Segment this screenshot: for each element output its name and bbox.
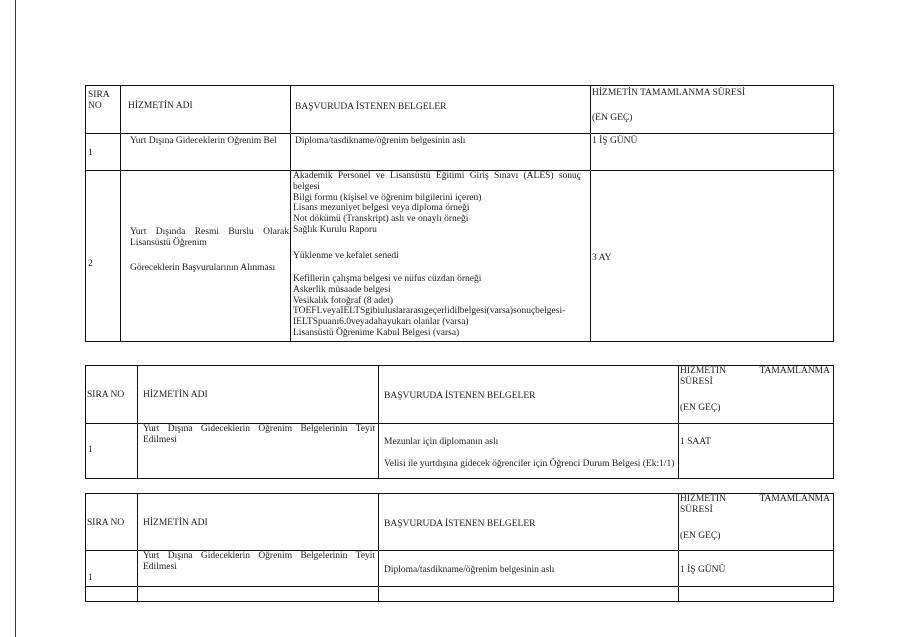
column-divider bbox=[137, 365, 138, 479]
column-divider bbox=[120, 85, 121, 342]
row-sure: 1 İŞ GÜNÜ bbox=[592, 136, 638, 146]
row-hizmet-adi: Yurt Dışına Gideceklerin Öğrenim Belgelerinin Teyit Edilmesi bbox=[143, 551, 375, 572]
header-hizmet-adi: HİZMETİN ADI bbox=[128, 101, 193, 111]
column-divider bbox=[590, 85, 591, 342]
row-belge-item: Bilgi formu (kişisel ve öğrenim bilgilerini içeren) bbox=[293, 192, 482, 203]
column-divider bbox=[378, 365, 379, 479]
row-sira-no: 1 bbox=[88, 573, 93, 583]
row-belge-item: Lisansüstü Öğrenime Kabul Belgesi (varsa) bbox=[293, 327, 460, 338]
row-sira-no: 1 bbox=[88, 148, 93, 158]
row-hizmet-adi-continued: Göreceklerin Başvurularının Alınması bbox=[130, 263, 276, 273]
header-sure: HİZMETİN TAMAMLANMA SÜRESİ bbox=[680, 494, 830, 515]
row-belge-item: TOEFLveyaIELTSgibiuluslararasıgeçerlidilbelgesi(varsa)sonuçbelgesi- bbox=[293, 306, 566, 317]
row-belge-item: Diploma/tasdikname/öğrenim belgesinin aslı bbox=[295, 136, 466, 146]
header-belgeler: BAŞVURUDA İSTENEN BELGELER bbox=[384, 391, 536, 401]
header-belgeler: BAŞVURUDA İSTENEN BELGELER bbox=[384, 519, 536, 529]
row-belge-item: Diploma/tasdikname/öğrenim belgesinin aslı bbox=[384, 565, 555, 575]
scan-edge-line bbox=[15, 0, 16, 637]
row-sira-no: 2 bbox=[88, 259, 93, 269]
row-sure: 3 AY bbox=[592, 253, 612, 263]
header-sira-no: SIRA NO bbox=[87, 518, 125, 528]
row-belge-item: Akademik Personel ve Lisansüstü Eğitimi Giriş Sınavı (ALES) sonuç belgesi bbox=[293, 171, 581, 192]
row-divider bbox=[85, 586, 834, 587]
row-belge-item: IELTSpuanı6.0veyadahayukarı olanlar (varsa) bbox=[293, 317, 469, 328]
row-sira-no: 1 bbox=[88, 445, 93, 455]
row-belge-item: Vesikalık fotoğraf (8 adet) bbox=[293, 295, 393, 306]
row-divider bbox=[85, 133, 834, 134]
row-belge-item: Askerlik müsaade belgesi bbox=[293, 284, 391, 295]
row-belge-item: Kefillerin çalışma belgesi ve nüfus cüzdan örneği bbox=[293, 274, 482, 284]
header-sure-note: (EN GEÇ) bbox=[680, 531, 721, 541]
header-sira-no: SIRA NO bbox=[87, 390, 125, 400]
header-sure: HİZMETİN TAMAMLANMA SÜRESİ bbox=[680, 366, 830, 387]
header-sure-note: (EN GEÇ) bbox=[680, 403, 721, 413]
service-table-2 bbox=[85, 365, 834, 479]
row-sure: 1 SAAT bbox=[680, 437, 711, 447]
service-table-1 bbox=[85, 85, 834, 342]
header-hizmet-adi: HİZMETİN ADI bbox=[143, 518, 208, 528]
row-hizmet-adi: Yurt Dışında Resmi Burslu Olarak Lisansüstü Öğrenim bbox=[130, 227, 289, 248]
header-sure-note: (EN GEÇ) bbox=[592, 113, 633, 123]
header-belgeler: BAŞVURUDA İSTENEN BELGELER bbox=[295, 102, 447, 112]
row-belge-item: Mezunlar için diplomanın aslı bbox=[384, 437, 499, 447]
row-belge-item: Not dökümü (Transkript) aslı ve onaylı örneği bbox=[293, 214, 469, 225]
row-hizmet-adi: Yurt Dışına Gideceklerin Öğrenim Bel bbox=[130, 136, 277, 146]
row-belge-item: Lisans mezuniyet belgesi veya diploma örneği bbox=[293, 203, 470, 214]
row-belgeler-group bbox=[293, 171, 581, 236]
row-belge-item: Yüklenme ve kefalet senedi bbox=[293, 251, 399, 261]
row-belge-item: Sağlık Kurulu Raporu bbox=[293, 224, 377, 235]
row-hizmet-adi: Yurt Dışına Gideceklerin Öğrenim Belgelerinin Teyit Edilmesi bbox=[143, 424, 375, 445]
column-divider bbox=[290, 85, 291, 342]
header-sira-no: SIRA NO bbox=[88, 90, 110, 111]
row-belgeler-group bbox=[293, 274, 583, 339]
service-table-3 bbox=[85, 493, 834, 602]
row-sure: 1 İŞ GÜNÜ bbox=[680, 565, 726, 575]
header-hizmet-adi: HİZMETİN ADI bbox=[143, 390, 208, 400]
column-divider bbox=[678, 365, 679, 479]
row-belge-item: Velisi ile yurtdışına gidecek öğrenciler için Öğrenci Durum Belgesi (Ek:1/1) bbox=[384, 459, 675, 469]
header-sure: HİZMETİN TAMAMLANMA SÜRESİ bbox=[592, 88, 746, 98]
